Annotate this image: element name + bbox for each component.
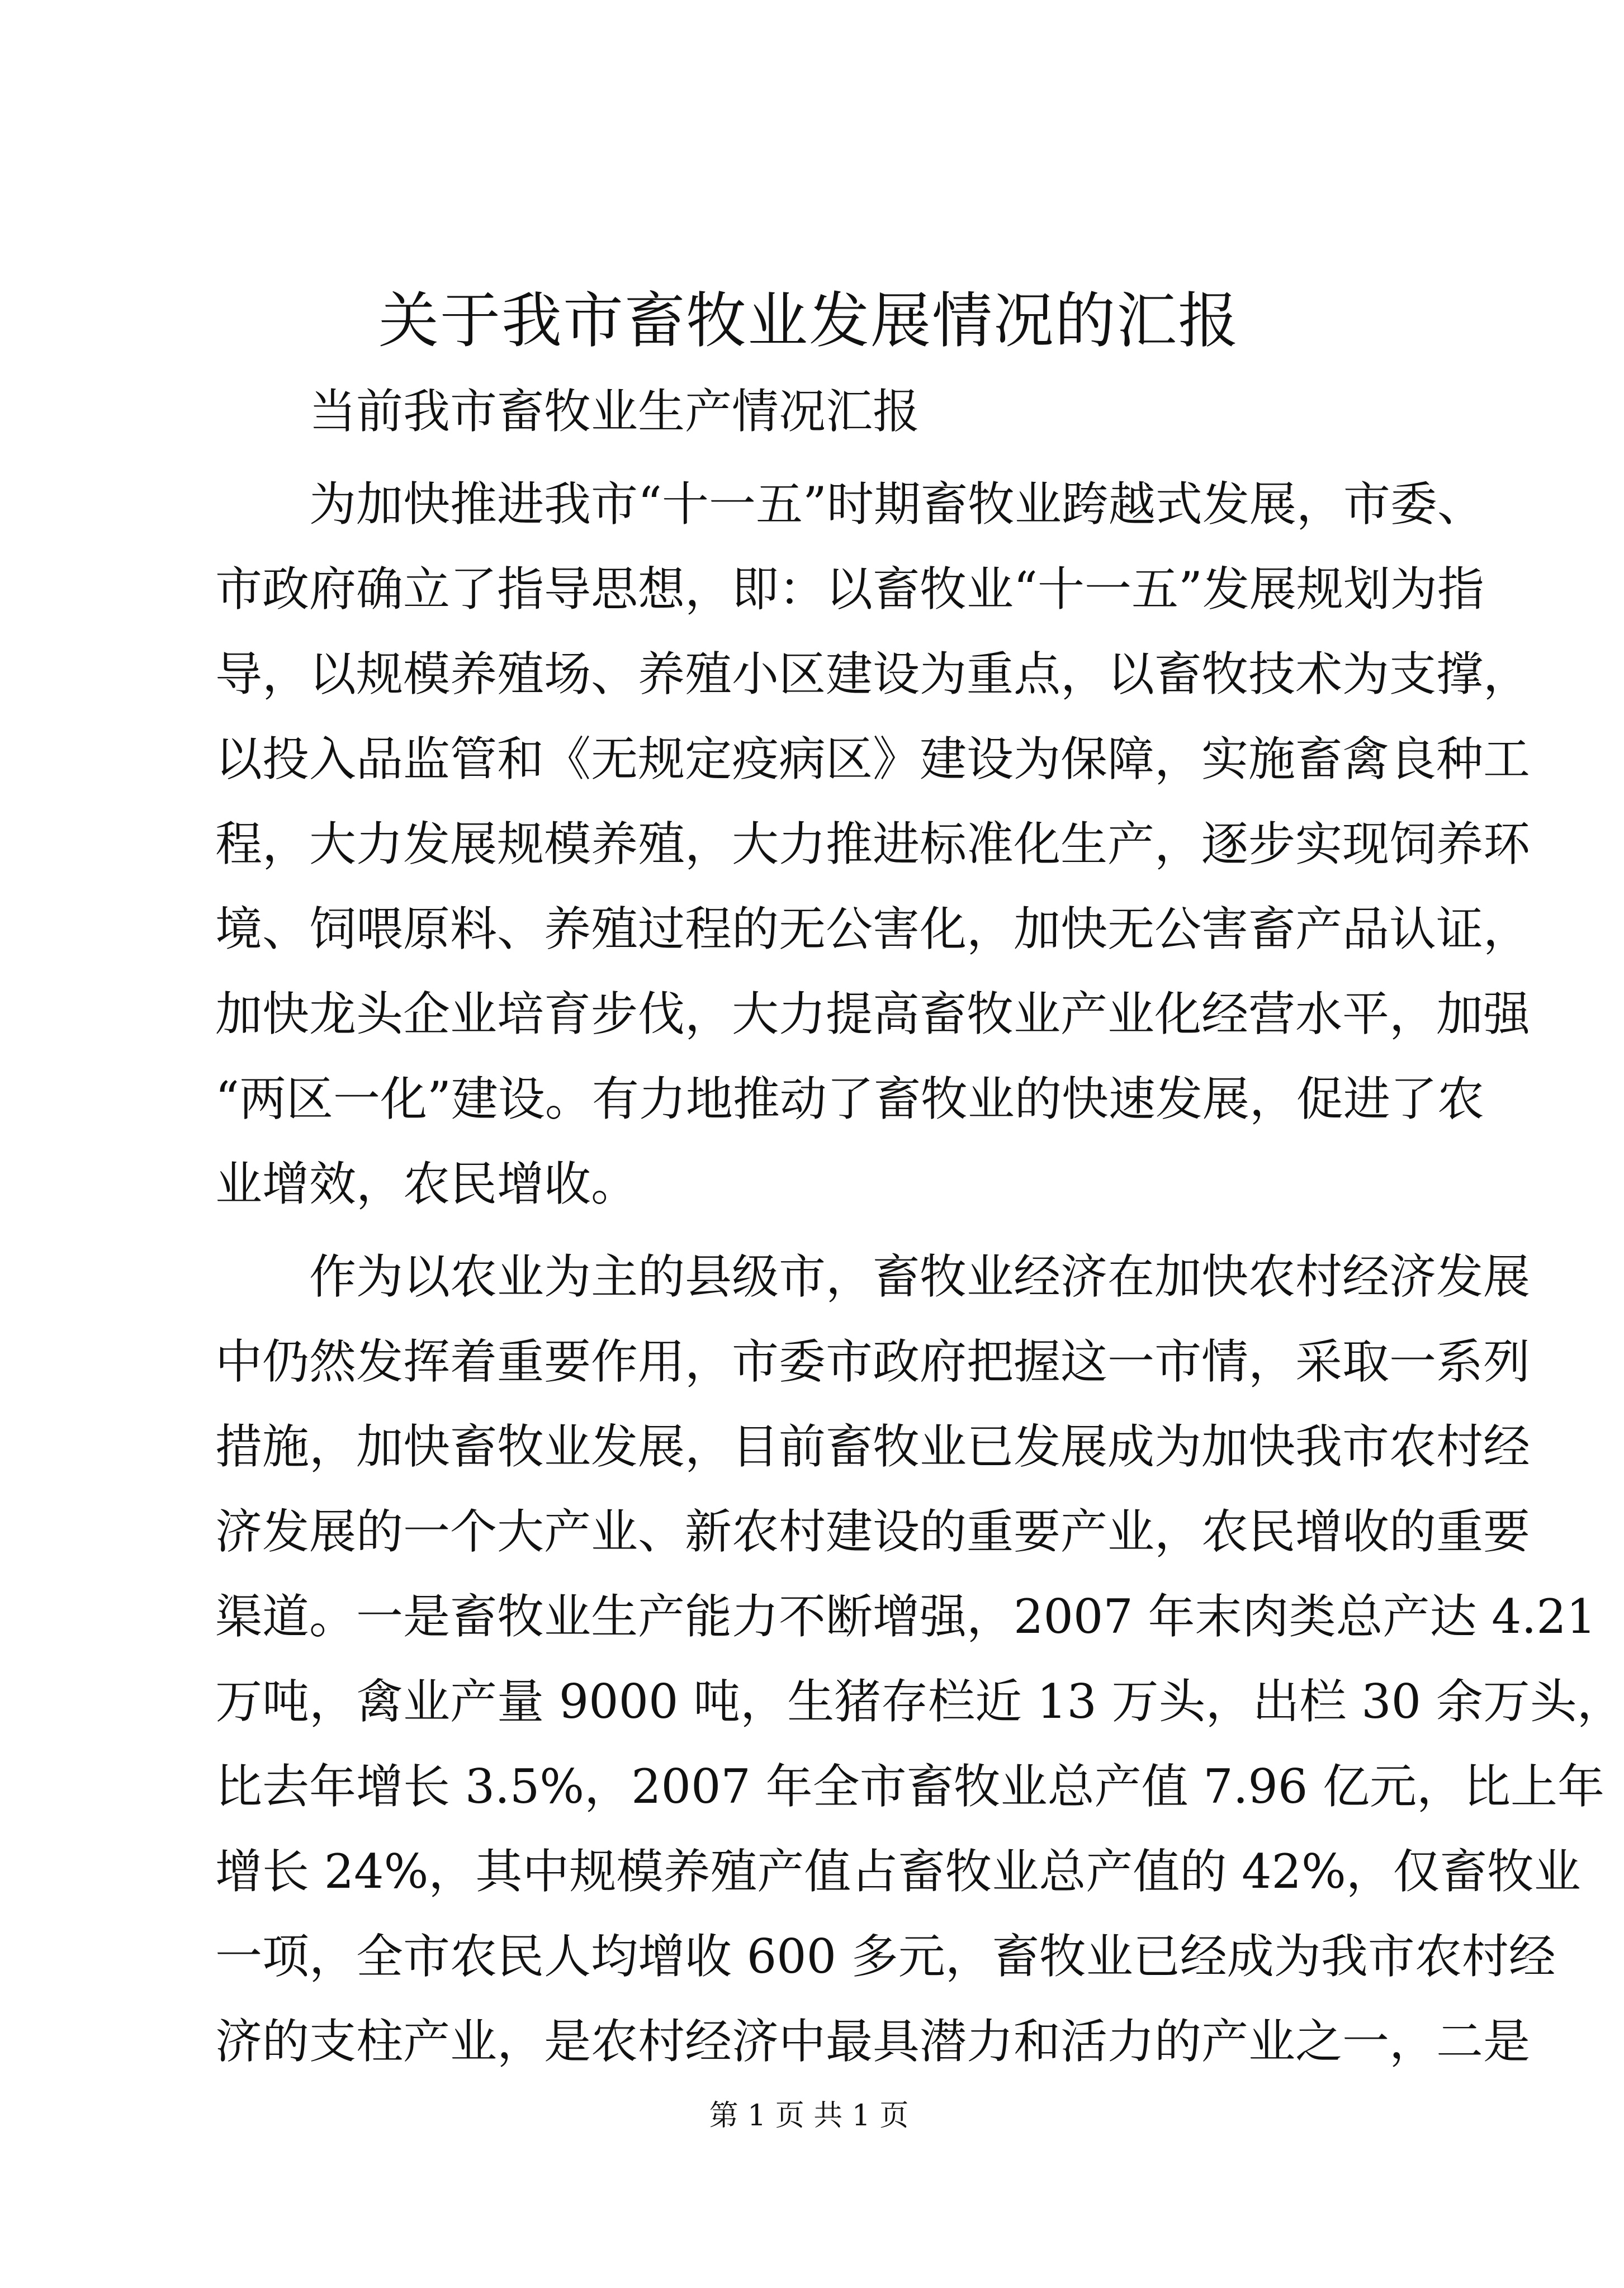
paragraph-3-line-9: 一项，全市农民人均增收 600 多元，畜牧业已经成为我市农村经 — [215, 1929, 1556, 1984]
paragraph-3-line-4: 济发展的一个大产业、新农村建设的重要产业，农民增收的重要 — [215, 1504, 1531, 1559]
paragraph-3-line-6: 万吨，禽业产量 9000 吨，生猪存栏近 13 万头，出栏 30 余万头， — [215, 1674, 1624, 1729]
paragraph-3-line-7: 比去年增长 3.5%，2007 年全市畜牧业总产值 7.96 亿元，比上年 — [215, 1759, 1605, 1814]
paragraph-3-line-10: 济的支柱产业，是农村经济中最具潜力和活力的产业之一，二是 — [215, 2014, 1531, 2069]
paragraph-3-line-8: 增长 24%，其中规模养殖产值占畜牧业总产值的 42%，仅畜牧业 — [215, 1844, 1581, 1899]
document-body — [215, 369, 1624, 2084]
paragraph-2-line-5: 程，大力发展规模养殖，大力推进标准化生产，逐步实现饲养环 — [215, 817, 1531, 871]
paragraph-2-line-6: 境、饲喂原料、养殖过程的无公害化，加快无公害畜产品认证， — [215, 902, 1531, 956]
paragraph-1-line-1: 当前我市畜牧业生产情况汇报 — [309, 384, 920, 439]
paragraph-3-line-5: 渠道。一是畜牧业生产能力不断增强，2007 年末肉类总产达 4.21 — [215, 1589, 1597, 1644]
paragraph-3-line-3: 措施，加快畜牧业发展，目前畜牧业已发展成为加快我市农村经 — [215, 1419, 1531, 1474]
paragraph-2-line-4: 以投入品监管和《无规定疫病区》建设为保障，实施畜禽良种工 — [215, 732, 1531, 787]
paragraph-2-line-7: 加快龙头企业培育步伐，大力提高畜牧业产业化经营水平，加强 — [215, 987, 1531, 1041]
paragraph-2-line-8: “两区一化”建设。有力地推动了畜牧业的快速发展，促进了农 — [215, 1072, 1484, 1126]
paragraph-2-line-9: 业增效，农民增收。 — [215, 1157, 638, 1211]
document-title: 关于我市畜牧业发展情况的汇报 — [378, 286, 1239, 356]
paragraph-3-line-1: 作为以农业为主的县级市，畜牧业经济在加快农村经济发展 — [309, 1249, 1531, 1304]
paragraph-2-line-2: 市政府确立了指导思想，即：以畜牧业“十一五”发展规划为指 — [215, 562, 1484, 617]
page-footer: 第 1 页 共 1 页 — [709, 2099, 909, 2133]
paragraph-2-line-3: 导，以规模养殖场、养殖小区建设为重点，以畜牧技术为支撑， — [215, 647, 1531, 702]
paragraph-2-line-1: 为加快推进我市“十一五”时期畜牧业跨越式发展，市委、 — [309, 477, 1484, 532]
paragraph-3-line-2: 中仍然发挥着重要作用，市委市政府把握这一市情，采取一系列 — [215, 1334, 1531, 1389]
